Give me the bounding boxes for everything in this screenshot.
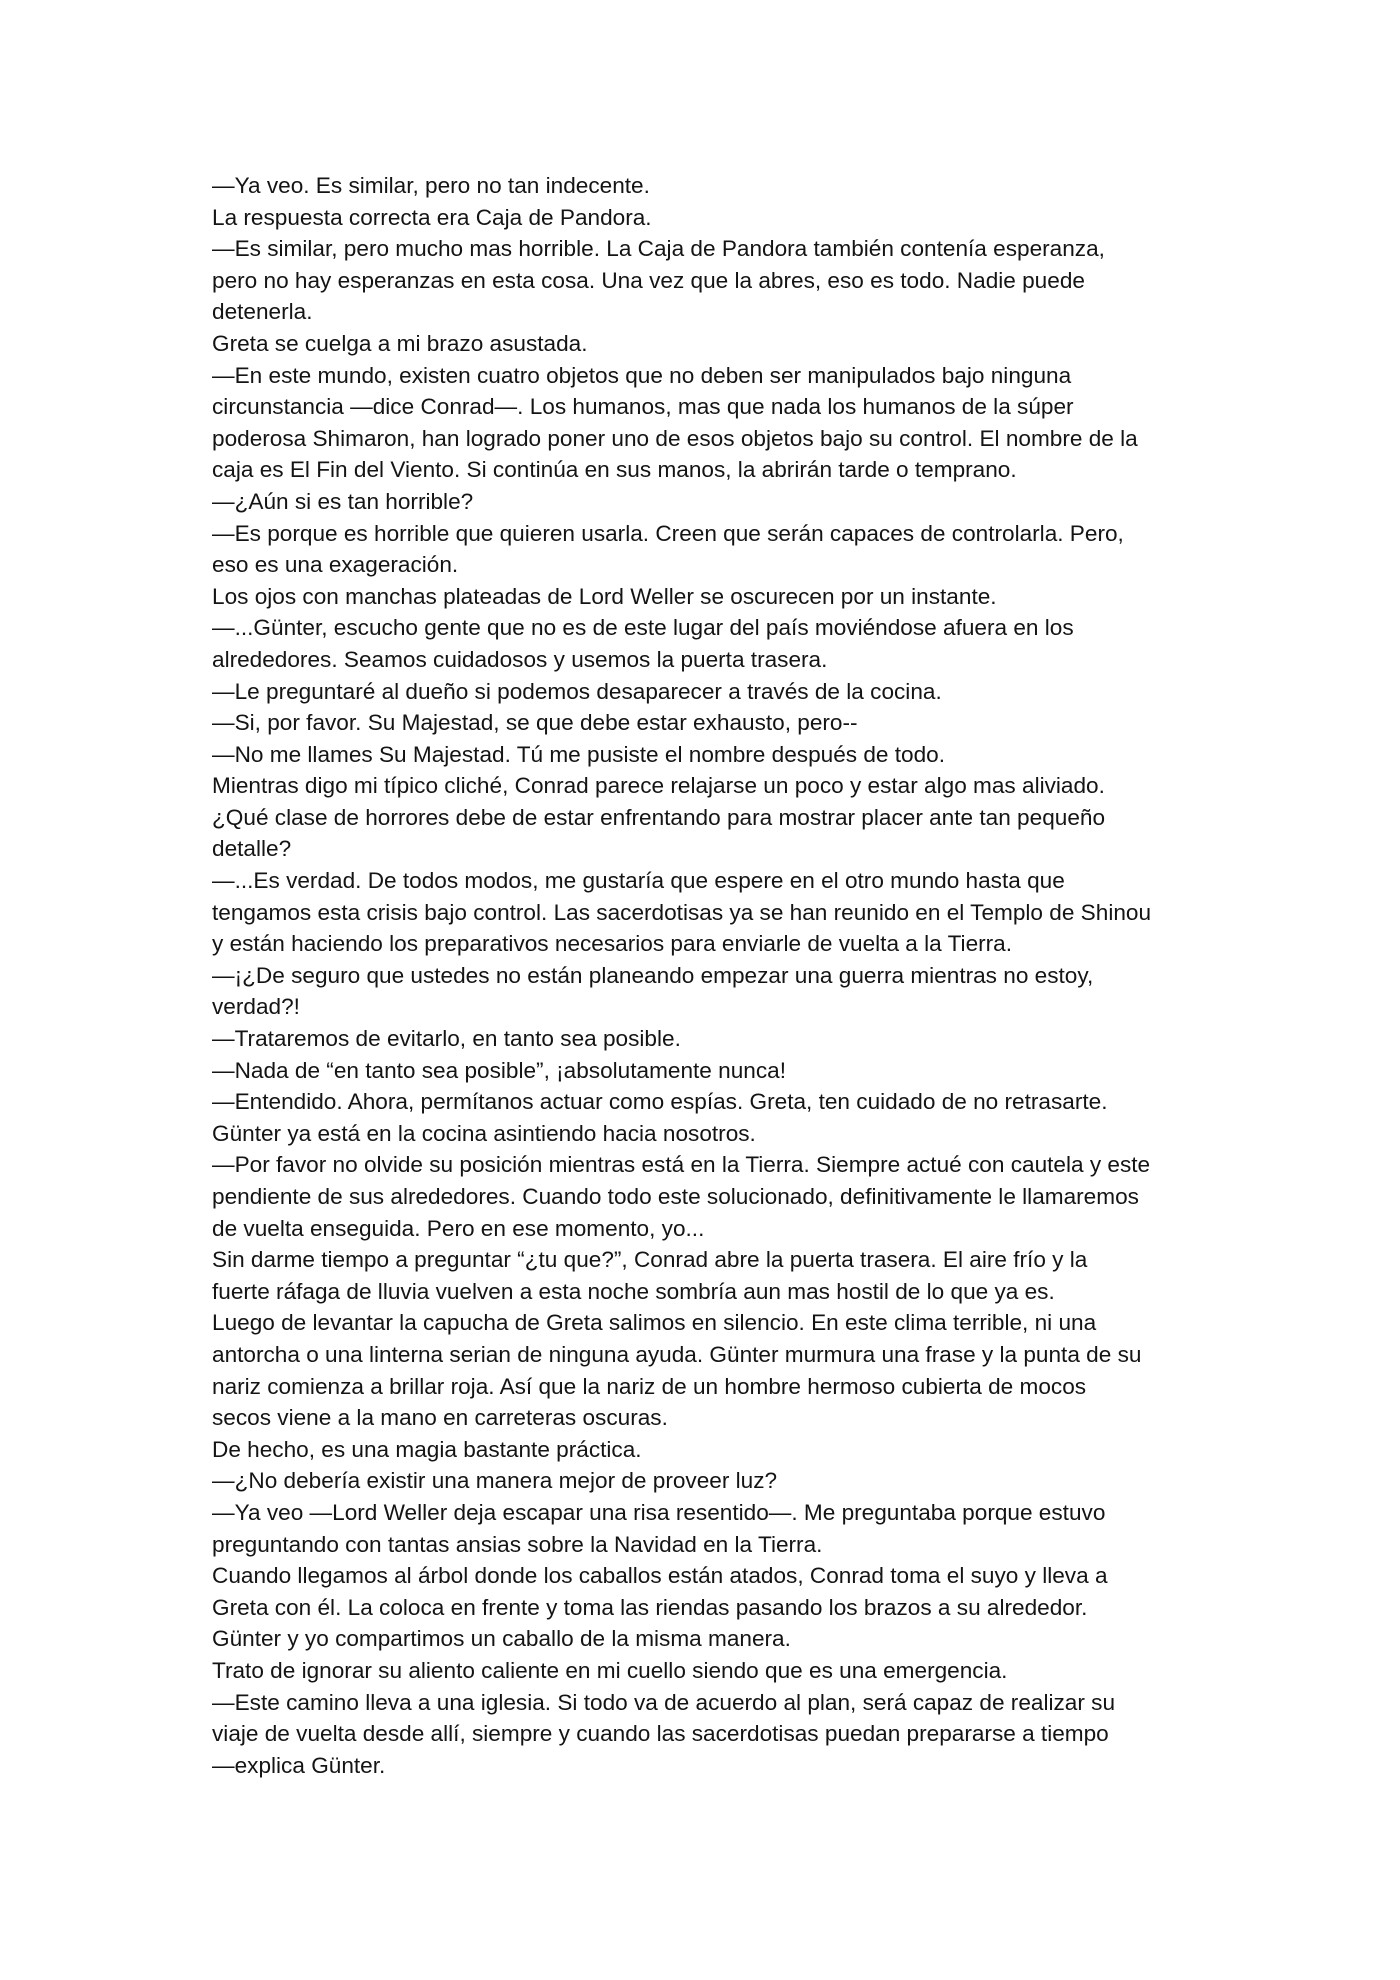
text-line: —¡¿De seguro que ustedes no están planeando empezar una guerra mientras no estoy,: [212, 962, 1094, 988]
text-line: La respuesta correcta era Caja de Pandora.: [212, 204, 652, 230]
text-line: —Ya veo —Lord Weller deja escapar una risa resentido—. Me preguntaba porque estuvo: [212, 1499, 1106, 1525]
text-line: —Ya veo. Es similar, pero no tan indecente.: [212, 173, 650, 198]
text-line: Los ojos con manchas plateadas de Lord Weller se oscurecen por un instante.: [212, 583, 997, 609]
text-line: —En este mundo, existen cuatro objetos que no deben ser manipulados bajo ninguna: [212, 362, 1072, 388]
text-line: —explica Günter.: [212, 1752, 386, 1778]
text-line: pendiente de sus alrededores. Cuando todo este solucionado, definitivamente le llamaremos: [212, 1184, 1139, 1209]
text-line: Luego de levantar la capucha de Greta salimos en silencio. En este clima terrible, ni una: [212, 1310, 1097, 1336]
text-line: Sin darme tiempo a preguntar “¿tu que?”, Conrad abre la puerta trasera. El aire frío y la: [212, 1247, 1088, 1273]
text-line: preguntando con tantas ansias sobre la Navidad en la Tierra.: [212, 1531, 823, 1557]
text-line: caja es El Fin del Viento. Si continúa en sus manos, la abrirán tarde o temprano.: [212, 457, 1017, 483]
text-line: fuerte ráfaga de lluvia vuelven a esta noche sombría aun mas hostil de lo que ya es.: [212, 1278, 1055, 1304]
text-line: eso es una exageración.: [212, 552, 459, 578]
text-line: verdad?!: [212, 994, 300, 1020]
text-line: —...Es verdad. De todos modos, me gustaría que espere en el otro mundo hasta que: [212, 868, 1065, 894]
text-line: Trato de ignorar su aliento caliente en mi cuello siendo que es una emergencia.: [212, 1657, 1008, 1683]
text-line: —No me llames Su Majestad. Tú me pusiste el nombre después de todo.: [212, 741, 945, 767]
text-line: nariz comienza a brillar roja. Así que la nariz de un hombre hermoso cubierta de mocos: [212, 1373, 1087, 1399]
text-line: detenerla.: [212, 299, 313, 325]
text-line: Günter y yo compartimos un caballo de la misma manera.: [212, 1626, 791, 1652]
text-line: —Es porque es horrible que quieren usarla. Creen que serán capaces de controlarla. Pero,: [212, 520, 1124, 546]
text-line: —Por favor no olvide su posición mientras está en la Tierra. Siempre actué con cautela y este: [212, 1152, 1151, 1178]
text-line: viaje de vuelta desde allí, siempre y cuando las sacerdotisas puedan prepararse a tiempo: [212, 1721, 1109, 1747]
text-line: tengamos esta crisis bajo control. Las sacerdotisas ya se han reunido en el Templo de Shinou: [212, 899, 1152, 925]
text-line: —¿No debería existir una manera mejor de proveer luz?: [212, 1468, 778, 1494]
text-line: Günter ya está en la cocina asintiendo hacia nosotros.: [212, 1120, 756, 1146]
text-line: secos viene a la mano en carreteras oscuras.: [212, 1405, 668, 1431]
text-line: —Si, por favor. Su Majestad, se que debe estar exhausto, pero--: [212, 710, 858, 736]
text-line: —Nada de “en tanto sea posible”, ¡absolutamente nunca!: [212, 1057, 786, 1083]
text-line: —Es similar, pero mucho mas horrible. La Caja de Pandora también contenía esperanza,: [212, 236, 1105, 262]
text-line: detalle?: [212, 836, 292, 862]
text-line: —Este camino lleva a una iglesia. Si todo va de acuerdo al plan, será capaz de realizar su: [212, 1689, 1116, 1715]
text-line: alrededores. Seamos cuidadosos y usemos la puerta trasera.: [212, 646, 828, 672]
text-line: Greta con él. La coloca en frente y toma las riendas pasando los brazos a su alrededor.: [212, 1594, 1088, 1620]
text-line: Cuando llegamos al árbol donde los caballos están atados, Conrad toma el suyo y lleva a: [212, 1563, 1108, 1589]
text-line: antorcha o una linterna serian de ninguna ayuda. Günter murmura una frase y la punta de su: [212, 1341, 1142, 1367]
text-line: De hecho, es una magia bastante práctica.: [212, 1436, 642, 1462]
text-line: —¿Aún si es tan horrible?: [212, 488, 474, 514]
text-line: pero no hay esperanzas en esta cosa. Una vez que la abres, eso es todo. Nadie puede: [212, 267, 1085, 293]
text-line: ¿Qué clase de horrores debe de estar enfrentando para mostrar placer ante tan pequeño: [212, 804, 1106, 830]
text-line: Mientras digo mi típico cliché, Conrad parece relajarse un poco y estar algo mas aliviado.: [212, 773, 1105, 799]
document-body-text: [212, 170, 1212, 1781]
text-line: —...Günter, escucho gente que no es de este lugar del país moviéndose afuera en los: [212, 615, 1074, 641]
text-line: Greta se cuelga a mi brazo asustada.: [212, 330, 588, 356]
text-line: de vuelta enseguida. Pero en ese momento, yo...: [212, 1215, 705, 1241]
text-line: —Le preguntaré al dueño si podemos desaparecer a través de la cocina.: [212, 678, 942, 704]
text-line: circunstancia —dice Conrad—. Los humanos, mas que nada los humanos de la súper: [212, 394, 1074, 420]
text-line: poderosa Shimaron, han logrado poner uno de esos objetos bajo su control. El nombre de la: [212, 425, 1138, 451]
text-line: —Entendido. Ahora, permítanos actuar como espías. Greta, ten cuidado de no retrasarte.: [212, 1089, 1108, 1115]
text-line: —Trataremos de evitarlo, en tanto sea posible.: [212, 1026, 681, 1052]
text-line: y están haciendo los preparativos necesarios para enviarle de vuelta a la Tierra.: [212, 931, 1013, 957]
